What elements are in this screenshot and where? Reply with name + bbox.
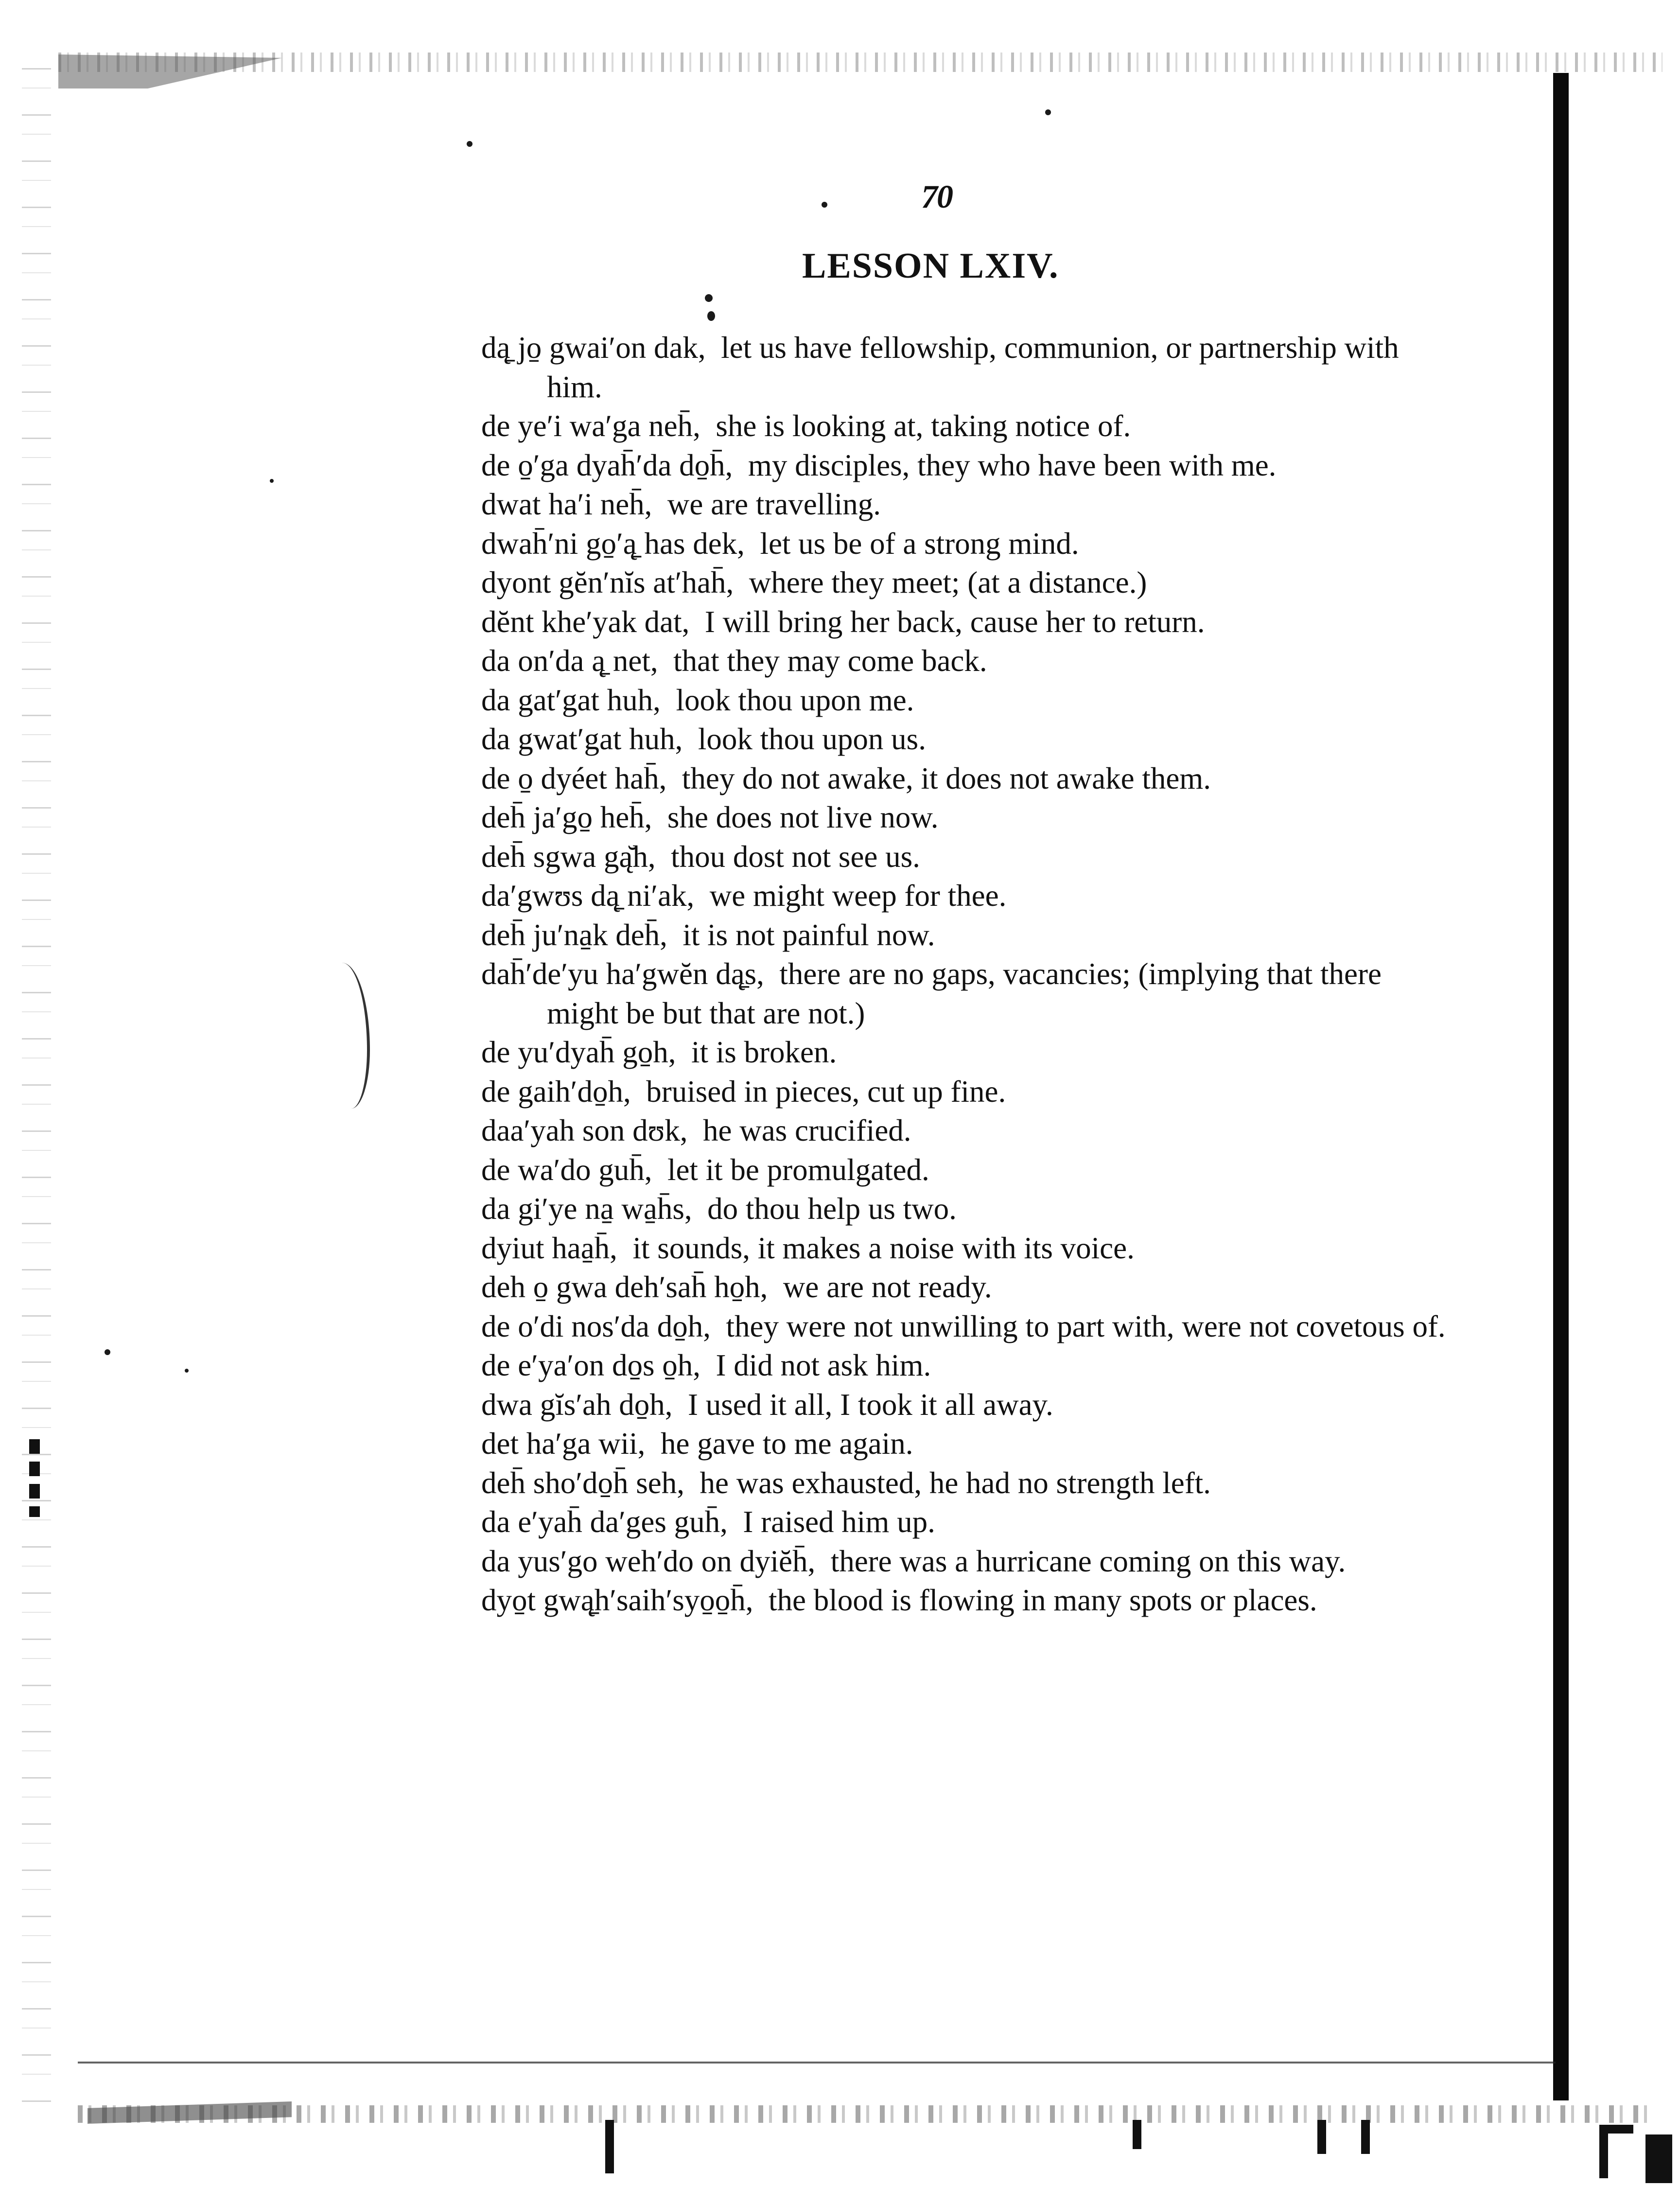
entry-separator [815, 1544, 831, 1578]
entry-definition: my disciples, they who have been with me. [748, 448, 1277, 482]
entry-definition: I will bring her back, cause her to return. [704, 604, 1205, 639]
entry-term: deh̄ sho′do̱h̄ seh, [481, 1465, 684, 1500]
entry-term: deh̄ sgwa gą̆h, [481, 839, 656, 874]
vocabulary-entry [481, 1111, 1453, 1150]
entry-definition: look thou upon me. [676, 683, 914, 717]
entry-separator [661, 683, 676, 717]
entry-definition: let us be of a strong mind. [760, 526, 1079, 561]
vocabulary-entry [481, 524, 1453, 564]
vocabulary-entry [481, 1346, 1453, 1385]
entry-separator [652, 487, 667, 521]
vocabulary-entry [481, 446, 1453, 485]
entry-term: dyiut haa̱h̄, [481, 1231, 617, 1265]
speck [707, 311, 715, 321]
vocabulary-entry [481, 328, 1453, 406]
vocabulary-entry [481, 1189, 1453, 1229]
vocabulary-entry [481, 485, 1453, 524]
entry-definition: we are not ready. [783, 1270, 992, 1304]
entry-term: dah̄′de′yu ha′gwĕn dą̱s, [481, 957, 764, 991]
entry-definition: it is broken. [691, 1035, 837, 1069]
vocabulary-entry [481, 876, 1453, 916]
entry-term: deh̄ ju′na̱k deh̄, [481, 917, 667, 952]
entry-term: dwat ha′i neh̄, [481, 487, 652, 521]
corner-mark [1599, 2125, 1633, 2178]
vocabulary-entry [481, 759, 1453, 798]
vocabulary-entry [481, 1072, 1453, 1111]
margin-glyph [29, 1439, 40, 1517]
entry-definition: he gave to me again. [660, 1427, 913, 1461]
entry-separator [753, 1583, 769, 1617]
speck [185, 1369, 189, 1373]
speck [467, 141, 472, 147]
vocabulary-entry [481, 1502, 1453, 1542]
margin-pencil-curve [323, 963, 370, 1109]
entry-separator [728, 1505, 743, 1539]
vocabulary-entry [481, 720, 1453, 759]
entry-separator [631, 1075, 647, 1109]
vocabulary-list [481, 328, 1453, 1620]
scan-bottom-edge [78, 2105, 1658, 2123]
entry-separator [700, 409, 716, 443]
entry-separator [688, 1113, 703, 1147]
entry-term: de ye′i wa′ga neh̄, [481, 409, 700, 443]
entry-term: da′gwʊs dą̱ ni′ak, [481, 879, 695, 913]
speck [105, 1349, 110, 1355]
entry-definition: she does not live now. [667, 800, 939, 834]
entry-term: da yus′go weh′do on dyiĕh̄, [481, 1544, 816, 1578]
vocabulary-entry [481, 602, 1453, 642]
entry-separator [711, 1309, 726, 1343]
entry-definition: they were not unwilling to part with, were not covetous of. [726, 1309, 1446, 1343]
entry-separator [652, 800, 667, 834]
entry-term: de wa′do guh̄, [481, 1152, 652, 1187]
entry-separator [676, 1035, 691, 1069]
bottom-rule [78, 2062, 1556, 2064]
entry-definition: she is looking at, taking notice of. [716, 409, 1131, 443]
entry-separator [768, 1270, 783, 1304]
entry-definition: bruised in pieces, cut up fine. [646, 1074, 1006, 1109]
entry-separator [617, 1231, 633, 1265]
entry-definition: thou dost not see us. [671, 839, 920, 874]
entry-definition: I raised him up. [743, 1505, 935, 1539]
entry-definition: they do not awake, it does not awake them. [682, 761, 1211, 795]
vocabulary-entry [481, 1150, 1453, 1190]
vocabulary-entry [481, 954, 1453, 1033]
entry-definition: that they may come back. [673, 644, 987, 678]
entry-definition: we might weep for thee. [709, 879, 1007, 913]
vocabulary-entry [481, 1229, 1453, 1268]
bottom-tick [1317, 2120, 1326, 2154]
lesson-title: LESSON LXIV. [802, 246, 1059, 286]
entry-separator [682, 722, 698, 756]
entry-term: det ha′ga wii, [481, 1427, 646, 1461]
vocabulary-entry [481, 1581, 1453, 1620]
entry-separator [706, 331, 721, 365]
entry-separator [745, 527, 760, 561]
entry-term: de e′ya′on do̱s o̱h, [481, 1348, 700, 1382]
entry-separator [733, 448, 748, 482]
speck [822, 202, 827, 208]
entry-separator [764, 957, 780, 991]
entry-definition: he was exhausted, he had no strength left. [700, 1465, 1211, 1500]
entry-term: dwa gĭs′ah do̱h, [481, 1387, 673, 1422]
entry-definition: do thou help us two. [707, 1192, 957, 1226]
entry-separator [684, 1466, 700, 1500]
scan-left-edge [22, 68, 51, 2110]
entry-term: da gat′gat huh, [481, 683, 661, 717]
vocabulary-entry [481, 641, 1453, 681]
entry-separator [666, 761, 682, 795]
entry-separator [656, 840, 671, 874]
entry-term: deh o̱ gwa deh′sah̄ ho̱h, [481, 1270, 768, 1304]
entry-term: dyont gĕn′nĭs at′hah̄, [481, 565, 734, 600]
entry-separator [645, 1427, 661, 1461]
entry-term: de o̱ dyéet hah̄, [481, 761, 667, 795]
bottom-tick [605, 2120, 614, 2173]
vocabulary-entry [481, 1542, 1453, 1581]
entry-term: dą̱ jo̱ gwai′on dak, [481, 331, 706, 365]
entry-definition: there was a hurricane coming on this way. [830, 1544, 1346, 1578]
vocabulary-entry [481, 798, 1453, 837]
entry-term: da e′yah̄ da′ges guh̄, [481, 1505, 728, 1539]
vocabulary-entry [481, 1424, 1453, 1464]
entry-separator [700, 1348, 716, 1382]
entry-separator [694, 879, 710, 913]
entry-term: da gwat′gat huh, [481, 722, 683, 756]
vocabulary-entry [481, 563, 1453, 602]
entry-separator [658, 644, 674, 678]
speck [705, 294, 713, 302]
entry-term: de o′di nos′da do̱h, [481, 1309, 711, 1343]
vocabulary-entry [481, 1033, 1453, 1072]
entry-definition: I did not ask him. [716, 1348, 931, 1382]
entry-separator [734, 565, 749, 600]
corner-block [1645, 2134, 1672, 2183]
speck [1045, 109, 1051, 115]
entry-term: da on′da ą̱ net, [481, 644, 658, 678]
entry-term: da gi′ye na̱ wa̱h̄s, [481, 1192, 692, 1226]
entry-definition: look thou upon us. [698, 722, 926, 756]
speck [270, 479, 274, 483]
vocabulary-entry [481, 681, 1453, 720]
entry-term: dĕnt khe′yak dat, [481, 604, 690, 639]
entry-term: deh̄ ja′go̱ heh̄, [481, 800, 652, 834]
entry-term: de o̱′ga dyah̄′da do̱h̄, [481, 448, 733, 482]
entry-term: daa′yah son dʊk, [481, 1113, 688, 1147]
entry-term: dwah̄′ni go̱′ą̱ has dek, [481, 526, 745, 561]
entry-definition: it is not painful now. [682, 917, 935, 952]
page-number: 70 [921, 178, 952, 215]
entry-definition: let it be promulgated. [667, 1152, 929, 1187]
entry-separator [672, 1388, 688, 1422]
entry-term: de gaih′do̱h, [481, 1074, 631, 1109]
bottom-tick [1133, 2120, 1141, 2149]
bottom-tick [1361, 2120, 1370, 2154]
entry-separator [692, 1192, 708, 1226]
entry-separator [689, 605, 705, 639]
vocabulary-entry [481, 406, 1453, 446]
vocabulary-entry [481, 1464, 1453, 1503]
entry-definition: it sounds, it makes a noise with its voice. [632, 1231, 1135, 1265]
entry-term: dyo̱t gwą̱h′saih′syo̱o̱h̄, [481, 1583, 753, 1617]
scan-top-edge [58, 53, 1662, 72]
vocabulary-entry [481, 837, 1453, 877]
entry-separator [652, 1153, 667, 1187]
vocabulary-entry [481, 1307, 1453, 1346]
entry-term: de yu′dyah̄ go̱h, [481, 1035, 676, 1069]
vocabulary-entry [481, 1268, 1453, 1307]
vocabulary-entry [481, 916, 1453, 955]
entry-definition: the blood is flowing in many spots or places. [769, 1583, 1317, 1617]
entry-definition: there are no gaps, vacancies; (implying that there might be but that are not.) [547, 957, 1382, 1030]
entry-definition: he was crucified. [703, 1113, 911, 1147]
entry-definition: let us have fellowship, communion, or partnership with him. [547, 331, 1399, 404]
entry-definition: where they meet; (at a distance.) [749, 565, 1147, 600]
entry-definition: we are travelling. [667, 487, 881, 521]
binding-shadow-bar [1553, 73, 1569, 2100]
vocabulary-entry [481, 1385, 1453, 1425]
entry-definition: I used it all, I took it all away. [687, 1387, 1053, 1422]
entry-separator [667, 918, 683, 952]
